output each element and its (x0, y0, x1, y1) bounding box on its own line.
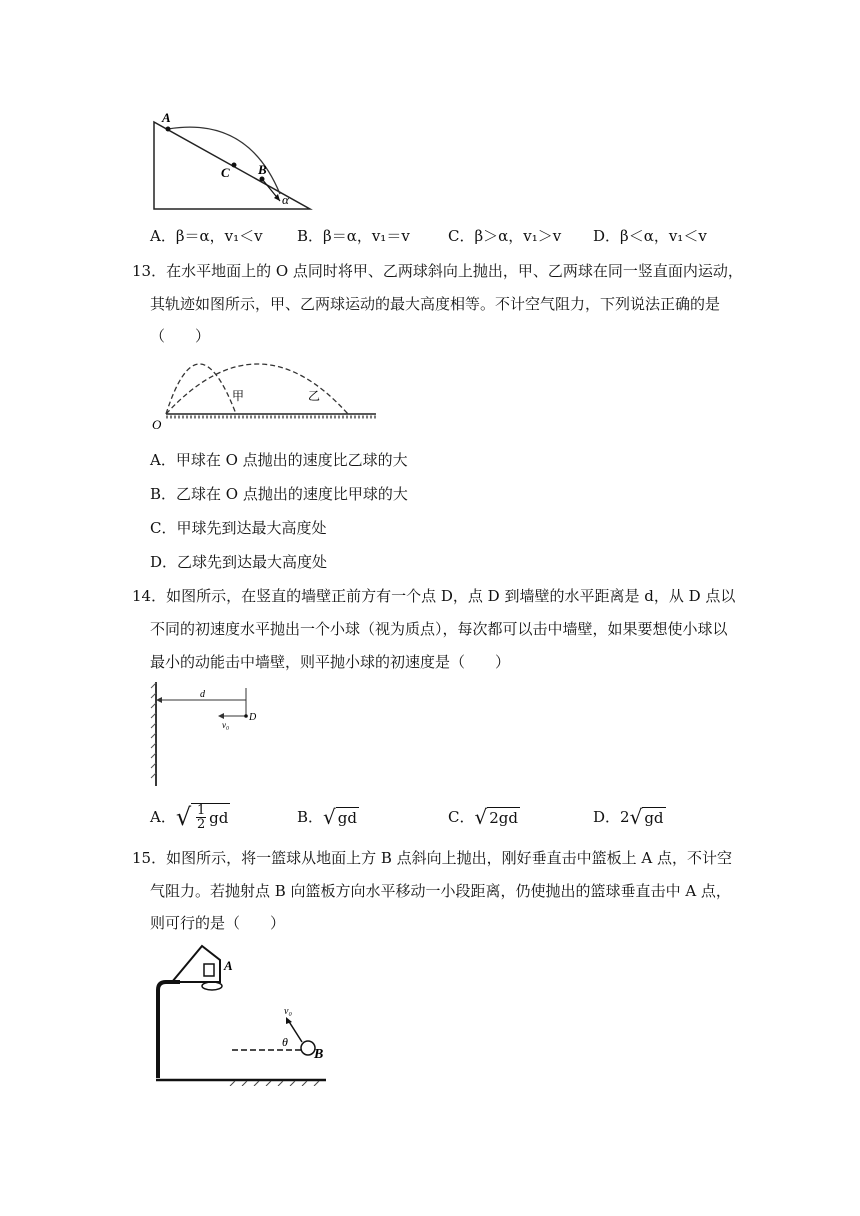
label-v0: v₀ (284, 1006, 292, 1017)
radicand: gd (337, 808, 357, 827)
q14-stem-line-2: 不同的初速度水平抛出一个小球（视为质点），每次都可以击中墙壁，如果要想使小球以 (150, 620, 728, 638)
q13-option-c: C．甲球先到达最大高度处 (150, 519, 327, 537)
label-alpha: α (282, 192, 289, 207)
q15-stem-line-3: 则可行的是（ ） (150, 914, 286, 932)
numerator: 1 (197, 803, 206, 818)
q15-stem-line-2: 气阻力。若抛射点 B 向篮板方向水平移动一小段距离，仍使抛出的篮球垂直击中 A 点， (150, 882, 731, 900)
option-label: D． (593, 808, 621, 826)
label-point-d: D (249, 712, 257, 723)
label-c: C (221, 165, 230, 180)
q13-figure (148, 350, 380, 432)
option-label: B． (297, 808, 324, 826)
option-text: β＝α，v₁＝v (323, 227, 410, 245)
q14-option-d (593, 797, 666, 837)
coefficient: 2 (620, 808, 630, 826)
option-label: D． (593, 227, 621, 245)
radicand: gd (644, 808, 664, 827)
fraction (196, 804, 206, 831)
option-label: C． (448, 808, 475, 826)
q14-option-a (150, 797, 230, 837)
q14-stem-line-3: 最小的动能击中墙壁，则平抛小球的初速度是（ ） (150, 653, 511, 671)
label-jia: 甲 (232, 389, 245, 403)
sqrt-expression: √ gd (629, 805, 664, 829)
q15-stem-line-1: 15．如图所示，将一篮球从地面上方 B 点斜向上抛出，刚好垂直击中篮板上 A 点，不计空 (132, 849, 733, 867)
q13-stem-line-3: （ ） (150, 327, 211, 345)
option-label: A． (150, 808, 176, 826)
q13-stem-line-1: 13．在水平地面上的 O 点同时将甲、乙两球斜向上抛出，甲、乙两球在同一竖直面内运动， (132, 262, 743, 280)
option-label: A． (150, 227, 176, 245)
option-label: C． (448, 227, 475, 245)
sqrt-expression: √ 2gd (474, 805, 518, 829)
label-v0: v₀ (222, 720, 230, 730)
q14-figure (148, 678, 266, 790)
label-b: B (314, 1047, 324, 1062)
option-text: β＞α，v₁＞v (474, 227, 562, 245)
label-o: O (152, 417, 162, 432)
q13-option-a: A．甲球在 O 点抛出的速度比乙球的大 (150, 451, 408, 469)
label-b: B (258, 162, 267, 177)
q12-option-a (150, 226, 263, 246)
label-d: d (200, 689, 205, 700)
q14-stem-line-1: 14．如图所示，在竖直的墙壁正前方有一个点 D，点 D 到墙壁的水平距离是 d，从 D 点以 (132, 587, 736, 605)
q12-option-d (593, 226, 707, 246)
q12-option-c (448, 226, 561, 246)
label-a: A (224, 958, 233, 973)
q12-figure (148, 106, 320, 214)
q13-option-d: D．乙球先到达最大高度处 (150, 553, 328, 571)
q14-option-b (297, 797, 359, 837)
sqrt-expression: √ $\frac{1}{2}$ gd (175, 803, 229, 832)
label-theta: θ (282, 1035, 288, 1049)
option-label: B． (297, 227, 324, 245)
q13-option-b: B．乙球在 O 点抛出的速度比甲球的大 (150, 485, 408, 503)
q14-option-c (448, 797, 520, 837)
denominator: 2 (197, 817, 206, 832)
sqrt-expression: √ gd (323, 805, 357, 829)
q13-stem-line-2: 其轨迹如图所示，甲、乙两球运动的最大高度相等。不计空气阻力，下列说法正确的是 (150, 295, 721, 313)
q12-option-b (297, 226, 410, 246)
expression-tail: gd (209, 808, 229, 827)
option-text: β＝α，v₁＜v (175, 227, 263, 245)
radicand: 2gd (489, 808, 518, 827)
option-text: β＜α，v₁＜v (620, 227, 707, 245)
label-yi: 乙 (308, 389, 321, 403)
q15-figure (150, 938, 332, 1086)
label-a: A (162, 110, 171, 125)
